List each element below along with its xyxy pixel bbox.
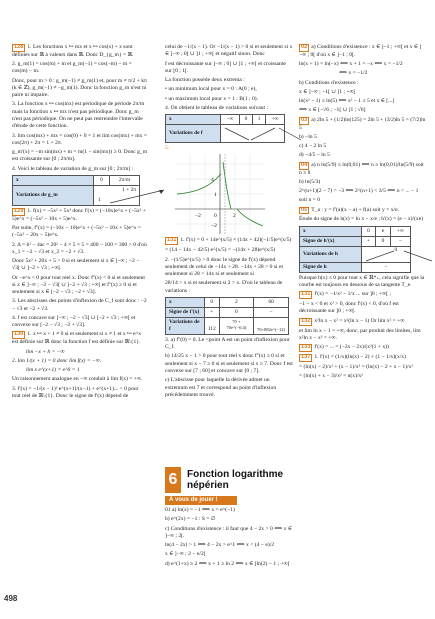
table-cell: − [254, 307, 289, 317]
tick-label: 4 [211, 177, 214, 184]
exercise-131-p1: 131 1. f'(x) = 0 + 14e^(x/5) × (14x + 42)(−1/5)e^(x/5) [167, 237, 292, 244]
exercise-04-p2: b) ln(5/3) [299, 178, 321, 185]
answer-q3: c) Conditions d'existence : il faut que 4 − 2x > 0 ⟺ x ∈ ]−∞ ; 2[. [165, 525, 292, 539]
exercise-03-p1: 03 a) 2ln 5 + (1/2)ln(125) = 2ln 5 + (3/2)ln 5 = (7/2)ln 5 [299, 116, 426, 131]
exercise-137-p2: = (ln(x) − 2)/x² + (x − 1)/x² = (ln(x) − 2 + x − 1)/x² [299, 363, 414, 370]
variation-arrow-cell [361, 246, 410, 262]
sign-table-h [299, 226, 411, 273]
exercise-number-badge: 04 [301, 161, 308, 168]
increasing-arrow-icon [108, 187, 168, 205]
table-cell: 60 [254, 297, 289, 307]
table-cell: 1 + 2π [122, 186, 136, 193]
chapter-title: Fonction logarithme népérien [187, 469, 284, 491]
exercise-04-p4: soit n = 0 [299, 197, 321, 204]
exercise-05-p2: Étude du signe de h(x) = ln x − x/e ; h'(x) = (e − x)/(xe) [299, 216, 424, 223]
exercise-number-badge: 03 [301, 116, 308, 123]
table-cell: +∞ [266, 115, 285, 125]
exercise-03-p2: b) −ln 5 [299, 133, 317, 140]
exercise-02-p5: x ∈ ]−∞ ; −1[ ∪ ]1 ; +∞[ [299, 88, 356, 95]
exercise-128-p7: 4. Voici le tableau de variation de g_m sur [0 ; 2π/m] : [12, 165, 134, 172]
exercise-number-badge: 131 [167, 237, 177, 244]
exercise-04-p1: 04 a) n ln(5/9) ≤ ln(0,01) ⟺ n ≥ ln(0,01)/ln(5/9) soit n ≥ 8 [299, 161, 424, 176]
answer-q5: x ∈ ]−∞ ; 2 − e/2[ [165, 551, 206, 558]
math-line: 2. lim 1/(x + 1) = 0 donc lim f(x) = −∞. [12, 357, 102, 364]
col2-p5: • un maximum local pour x = 1 : B(1 ; 0). [165, 95, 259, 102]
table-cell: 0 [239, 115, 252, 125]
exercise-03-p4: d) −4/5 − ln 5 [299, 152, 330, 159]
variation-arrow-cell [221, 125, 285, 143]
table-header-variations: Variations de h [300, 246, 362, 262]
variation-table-gm [12, 175, 140, 206]
column-middle-bottom [165, 503, 293, 608]
exercise-02-p7: ⟺ x ∈ [−√6 ; −1[ ∪ ]1 ; √6] [299, 107, 366, 114]
exercise-129-p6: 3. Les abscisses des points d'inflexion de C_f sont donc : −2 − √3 et −2 + √3. [12, 298, 147, 312]
section-banner: À vous de jouer ! [165, 496, 237, 505]
exercise-129-p5: Or −e^x < 0 pour tout réel x. Donc f''(x) < 0 si et seulement si x ∈ ]−∞ ; −2 − √3[ ∪ ]−2 + √3 ; +∞[ et f''(x) ≥ 0 si et seulement si x ∈ [−2 − √3 ; −2 + √3]. [12, 274, 145, 296]
table-cell: + [361, 236, 376, 246]
col2-p1: celui de −1/(x − 1). Or −1/(x − 1) > 0 si et seulement si x ∈ ]−∞ ; 0[ ∪ ]1 ; +∞[ et négatif sinon. Donc [165, 44, 293, 58]
table-cell: −∞ [221, 115, 240, 125]
table-header-sign-h: Signe de h [300, 262, 362, 272]
variation-table-f [165, 114, 285, 143]
table-header-x: x [13, 175, 94, 185]
answer-q2: b) e^(2x) = −1 : S = ∅ [165, 516, 216, 523]
variation-arrow-cell [93, 185, 139, 205]
table-header-variations: Variations de g_m [13, 185, 94, 205]
exercise-129-p1: 129 1. f(x) = −5x² + 5x³ donc f'(x) = (−10x)e^x + (−5x² + 5)e^x = (−5x² − 10x + 5)e^x. [12, 207, 146, 222]
exercise-131-p5: 3. a) f''(0) = 0. Le <point A est un point d'inflexion pour C_f. [165, 336, 290, 351]
tick-label: −2 [195, 213, 201, 220]
table-cell: 0 [93, 175, 109, 185]
math-line: lim x e^(x+1) = e^0 = 1 [26, 367, 80, 374]
col2-p2: f est décroissante sur ]−∞ ; 0] ∪ ]1 ; +∞[ et croissante sur [0 ; 1[. [165, 60, 286, 74]
exercise-128-p1: 128 1. Les fonctions x ↦ mx et x ↦ cos(x) + x sont définies sur ℝ à valeurs dans ℝ. Donc D_{g_m} = ℝ. [12, 44, 134, 58]
variation-arrows-icon [223, 126, 303, 142]
table-cell: +∞ [390, 226, 410, 236]
column-middle [165, 44, 293, 398]
exercise-128-p6: g_m'(x) = −m sin(mx) + m = m(1 − sin(mx)) ≥ 0. Donc g_m est croissante sur [0 ; 2π/m]. [12, 149, 148, 163]
exercise-number-badge: 02 [301, 44, 308, 50]
exercise-129-p3: 2. Δ = b² − 4ac = 20² − 4 × 5 × 5 = 400 − 100 = 300 > 0 d'où x_1 = −2 − √3 et x_2 = −2 + √3. [12, 241, 147, 255]
table-cell: 0 [219, 307, 253, 317]
table-cell: 0 [376, 236, 390, 246]
column-left [12, 44, 148, 604]
exercise-02-p1: 02 a) Conditions d'existence : x ∈ ]−1 ; +∞[ et x ∈ ]−∞ ; 0[ d'où x ∈ ]−1 ; 0[. [299, 44, 422, 58]
exercise-number-badge: 132 [301, 317, 311, 324]
exercise-130-p1: 130 1. x ↦ x + 1 ≠ 0 si et seulement si x ≠ 1 et x ↦ e^x est définie sur ℝ donc la fonction f est définie sur ℝ\{1}. [12, 331, 142, 346]
table-header-sign: Signe de f'(x) [166, 307, 205, 317]
table-header-variations: Variations de f [166, 317, 205, 334]
page-margin [0, 0, 7, 619]
exercise-130-p2: Un raisonnement analogue en −∞ conduit à lim f(x) = +∞. [12, 376, 143, 383]
variation-arrows-icon [364, 248, 434, 262]
chapter-header [165, 467, 293, 493]
chapter-number: 6 [165, 467, 181, 493]
column-right [299, 44, 427, 614]
tick-label: 2 [233, 213, 236, 220]
exercise-137-p1: 137 1. f'(x) = (1/x)(ln(x) − 2) + (1 − 1/x)(x/x) [301, 353, 406, 360]
exercise-128-p2: 2. g_m(1) = cos(m) + m et g_m(−1) = cos(−m) − m = cos(m) − m. [12, 61, 132, 75]
table-cell: 1 [97, 196, 101, 203]
exercise-02-p2: ln(x + 1) = ln(−x) ⟺ x + 1 = −x ⟺ x = −1/2 [299, 61, 403, 68]
exercise-number-badge: 129 [14, 207, 24, 214]
table-header-x: x [166, 115, 221, 125]
table-header-variations: Variations de f [166, 125, 221, 143]
exercise-132-p1: 132 x²ln x − x² = x²(ln x − 1) Or lim x² = +∞ [301, 317, 405, 324]
exercise-number-badge: 137 [301, 353, 311, 360]
tick-label: 1 [214, 192, 217, 199]
col2-p3: La fonction possède deux extrema : [165, 77, 245, 84]
answer-q4: ln(4 − 2x) > 1 ⟺ 4 − 2x > e^1 ⟺ x < (4 − e)/2 [165, 542, 275, 549]
exercise-131-p2: = (14 − 14x − 42/5) e^(x/5) = −(14x + 28)e^(x/5) [165, 247, 276, 254]
exercise-03-p3: c) 4 − 2 ln 5 [299, 143, 327, 150]
exercise-129-p4: Donc 5x² + 20x + 5 > 0 si et seulement si x ∈ ]−∞ ; −2 − √3[ ∪ ]−2 + √3 ; +∞[. [12, 258, 140, 272]
exercise-number-badge: 05 [301, 206, 308, 213]
curve-branch-left [177, 174, 221, 194]
table-header-sign: Signe de h'(x) [300, 236, 362, 246]
col2-p4: • un minimum local pour x = 0 : A(0 ; e), [165, 86, 257, 93]
exercise-129-p7: 4. f est concave sur ]−∞ ; −2 − √3] ∪ [−2 + √3 ; +∞[ et convexe sur [−2 − √3 ; −2 + √3]. [12, 314, 136, 329]
table-cell: 1 [253, 115, 266, 125]
table-header-x: x [300, 226, 362, 236]
exercise-131-p7: c) L'abscisse pour laquelle la dérivée admet un extremum est 7 et correspond au point d'inflexion précédemment trouvé. [165, 377, 277, 398]
tick-label: 0 [214, 213, 217, 220]
exercise-131-p6: b) 14/25 x − 1 > 0 pour tout réel x donc f''(x) ≥ 0 si et seulement si x − 7 ≥ 0 si et seulement si x ≥ 7. Donc f est convexe sur [7 ; 60] et concave sur [0 ; 7]. [165, 353, 293, 374]
exercise-number-badge: 133 [301, 344, 311, 351]
answer-q1: 01 a) ln(x) = −1 ⟺ x = e^(−1) [165, 507, 235, 513]
variation-table-131 [165, 297, 289, 335]
exercise-131b-p1: 131 f'(x) = −1/x² − 1/x ... sur ]0 ; +∞[ ; [301, 291, 391, 298]
exercise-128-p3: Donc, pour m > 0 : g_m(−1) ≠ g_m(1) et, pour m ≠ π/2 + kπ (k ∈ ℤ), g_m(−1) ≠ −g_m(1). Donc la fonction g_m n'est ni paire ni impaire. [12, 77, 147, 99]
function-graph [175, 154, 265, 234]
exercise-128-p5: 3. lim cos(mx) + mx = cos(0) + 0 = 1 et lim cos(mx) + mx = cos(2π) + 2π = 1 + 2π. [12, 132, 147, 146]
exercise-133-p1: 133 f'(x) = ... = (−2x − 2x)/(x²(1 + x)) [301, 344, 389, 351]
tick-label: −2 [211, 223, 217, 230]
exercise-02-p6: ln(x² − 1) ≤ ln(5) ⟺ x² − 1 ≤ 5 et x ∈ [...] [299, 98, 395, 105]
table-cell: − [390, 236, 410, 246]
exercise-number-badge: 131 [301, 291, 311, 298]
table-header-x: x [166, 297, 205, 307]
exercise-02-p4: b) Conditions d'existence : [299, 79, 359, 86]
exercise-02-p3: ⟺ x = −1/2 [339, 70, 368, 77]
exercise-129-p2: Par suite, f''(x) = (−10x − 10)e^x + (−5x² − 10x + 5)e^x = (−5x² − 20x − 5)e^x. [12, 224, 141, 239]
exercise-137-p3: = (ln(x) + x − 3)/x² = u(x)/x² [299, 373, 363, 380]
exercise-05-p3: Puisque h(x) ≤ 0 pour tout x ∈ ℝ*₊, cela signifie que la courbe est toujours en dessous de sa tangente T_e. [299, 274, 425, 288]
exercise-number-badge: 130 [14, 331, 24, 338]
exercise-04-p3: 2^(n+1)(2 − 7) > −3 ⟺ 2^(n+1) < 3/5 ⟺ n < ... − 1 [299, 188, 419, 195]
answer-q6: d) e^(1+x) ≥ 2 ⟺ x + 1 ≥ ln 2 ⟺ x ∈ [ln(2) − 1 ; +∞[ [165, 560, 290, 567]
table-cell: 70 + 70e^(−0,4) [219, 317, 253, 334]
table-cell: 2π/m [109, 175, 139, 185]
table-cell: + [204, 307, 219, 317]
exercise-number-badge: 128 [14, 44, 24, 50]
graph-label: 5. [165, 145, 170, 152]
exercise-128-p4: 3. La fonction x ↦ cos(mx) est périodique de période 2π/m mais la fonction x ↦ mx n'est pas périodique. Donc g_m n'est pas périodique. On ne peut pas restreindre l'intervalle d'étude de cette fonction. [12, 101, 145, 130]
table-cell: 112 [204, 317, 219, 334]
exercise-131b-p2: −1 − x < 0 et x² > 0, donc f'(x) < 0, d'où f est décroissante sur ]0 ; +∞[. [299, 301, 399, 315]
curve-branch-middle [223, 162, 231, 209]
math-line: lim −x + h = −∞ [26, 348, 65, 355]
exercise-131-p3: 2. −(1/5)e^(x/5) > 0 donc le signe de f'(x) dépend seulement de celui de −14x + 28. −14x + 28 > 0 si et seulement si 28 > 14x si et seulement si [165, 256, 283, 278]
table-cell: − [361, 262, 410, 272]
exercise-131-p4: 28/14 > x si et seulement si 2 > x. D'où le tableau de variations : [165, 280, 283, 294]
exercise-05-p1: 05 T_a : y = f'(a)(x − a) + f(a) soit y = x/e. [301, 206, 399, 213]
table-cell: e [376, 226, 390, 236]
page-number: 498 [4, 594, 18, 603]
table-cell: 2 [219, 297, 253, 307]
table-cell: 0 [204, 297, 219, 307]
exercise-130-p3: 3. f'(x) = −1/(x − 1)² e^(x+1)/(x−1) + e^(x+1)... < 0 pour tout réel de ℝ\{1}. Donc le signe de f'(x) dépend de [12, 385, 139, 399]
table-cell: 0 [361, 226, 376, 236]
col2-p6: 4. On obtient le tableau de variations suivant : [165, 104, 268, 111]
exercise-132-p2: et lim ln x − 1 = +∞, donc, par produit des limites, lim x²ln x − x² = +∞. [299, 327, 421, 341]
table-cell: 0 [394, 246, 398, 253]
table-cell: 70+882e^(−12) [254, 317, 289, 334]
